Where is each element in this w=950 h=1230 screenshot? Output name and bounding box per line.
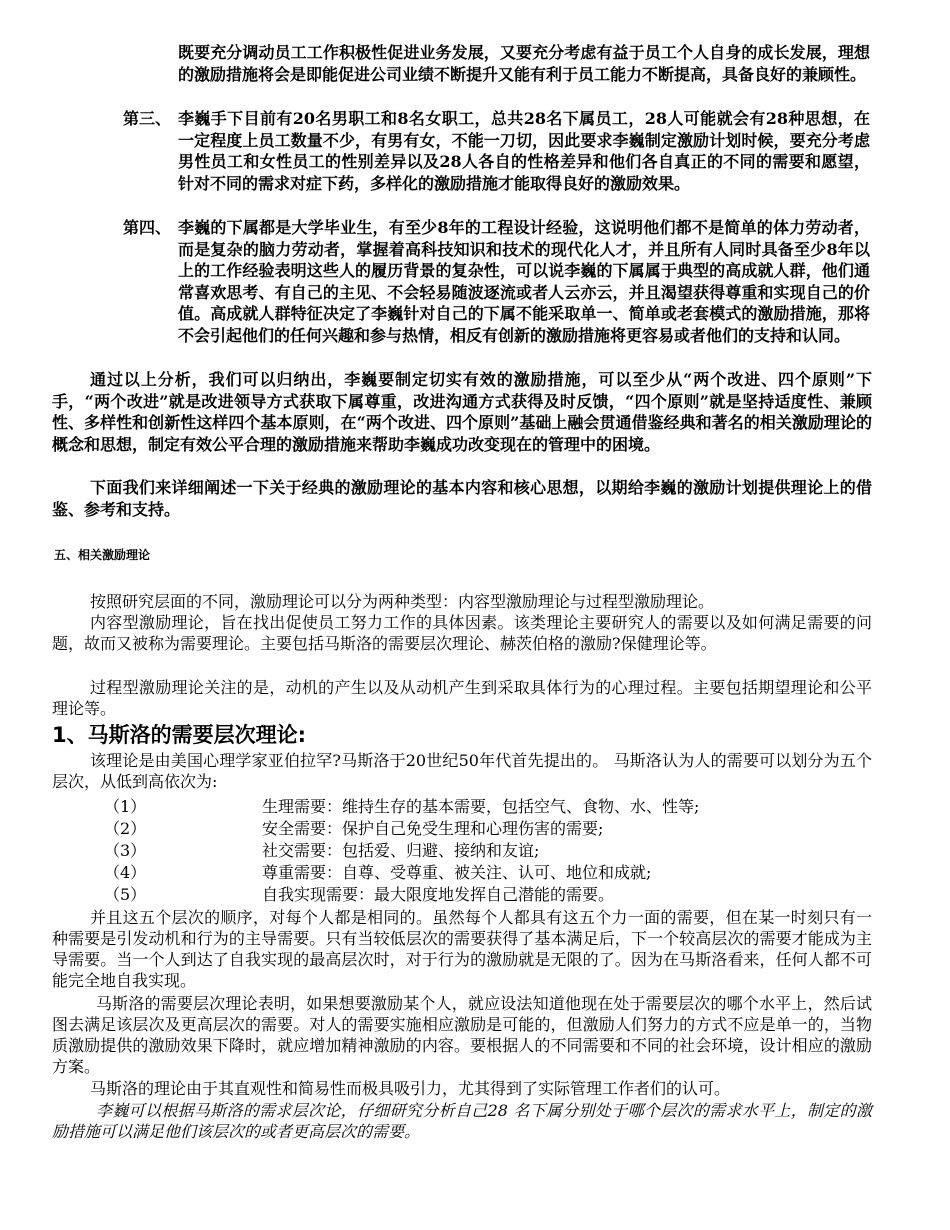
needs-level-text: 尊重需要：自尊、受尊重、被关注、认可、地位和成就; [262,863,652,882]
italic-paragraph: 李巍可以根据马斯洛的需求层次论，仔细研究分析自己28 名下属分别处于哪个层次的需求水平上，制定的激励措施可以满足他们该层次的或者更高层次的需要。 [52,1101,872,1141]
needs-level-text: 安全需要：保护自己免受生理和心理伤害的需要; [262,819,604,838]
needs-level-item [104,862,651,883]
list-item-label: 第三、 [123,109,172,128]
needs-level-number: （5） [104,885,147,904]
intro-paragraph: 下面我们来详细阐述一下关于经典的激励理论的基本内容和核心思想，以期给李巍的激励计划提供理论上的借鉴、参考和支持。 [52,478,872,519]
body-paragraph: 该理论是由美国心理学家亚伯拉罕?马斯洛于20世纪50年代首先提出的。 马斯洛认为人的需要可以划分为五个层次，从低到高依次为: [52,751,872,791]
needs-level-item [104,884,614,905]
needs-level-text: 自我实现需要：最大限度地发挥自己潜能的需要。 [262,885,615,904]
needs-level-text: 社交需要：包括爱、归避、接纳和友谊; [262,841,540,860]
body-paragraph: 按照研究层面的不同，激励理论可以分为两种类型：内容型激励理论与过程型激励理论。 [90,592,715,611]
body-paragraph: 马斯洛的需要层次理论表明，如果想要激励某个人，就应设法知道他现在处于需要层次的哪个水平上，然后试图去满足该层次及更高层次的需要。对人的需要实施相应激励是可能的，但激励人们努力的方式不应是单一的，当物质激励提供的激励效果下降时，就应增加精神激励的内容。要根据人的不同需要和不同的社会环境，设计相应的激励方案。 [52,994,872,1076]
analysis-paragraph: 通过以上分析，我们可以归纳出，李巍要制定切实有效的激励措施，可以至少从“两个改进、四个原则”下手，“两个改进”就是改进领导方式获取下属尊重，改进沟通方式获得及时反馈，“四个原则”就是坚持适度性、兼顾性、多样性和创新性这样四个基本原则，在“两个改进、四个原则”基础上融会贯通借鉴经典和著名的相关激励理论的概念和思想，制定有效公平合理的激励措施来帮助李巍成功改变现在的管理中的困境。 [52,370,872,454]
list-item-fourth [123,217,870,347]
needs-level-item [104,818,603,839]
needs-level-number: （3） [104,841,147,860]
list-item-text: 李巍的下属都是大学毕业生，有至少8年的工程设计经验，这说明他们都不是简单的体力劳动者，而是复杂的脑力劳动者，掌握着高科技知识和技术的现代化人才，并且所有人同时具备至少8年以上的工作经验表明这些人的履历背景的复杂性，可以说李巍的下属属于典型的高成就人群，他们通常喜欢思考、有自己的主见、不会轻易随波逐流或者人云亦云，并且渴望获得尊重和实现自己的价值。高成就人群特征决定了李巍针对自己的下属不能采取单一、简单或老套模式的激励措施，那将不会引起他们的任何兴趣和参与热情，相反有创新的激励措施将更容易或者他们的支持和认同。 [178,218,870,345]
list-item-label: 第四、 [123,218,172,237]
body-paragraph: 过程型激励理论关注的是，动机的产生以及从动机产生到采取具体行为的心理过程。主要包括期望理论和公平理论等。 [52,678,872,718]
needs-level-number: （2） [104,819,147,838]
needs-level-number: （1） [104,797,147,816]
maslow-heading: 1、马斯洛的需要层次理论: [52,723,307,747]
list-item-third [123,108,870,194]
body-paragraph: 并且这五个层次的顺序，对每个人都是相同的。虽然每个人都具有这五个力一面的需要，但在某一时刻只有一种需要是引发动机和行为的主导需要。只有当较低层次的需要获得了基本满足后，下一个较高层次的需要才能成为主导需要。当一个人到达了自我实现的最高层次时，对于行为的激励就是无限的了。因为在马斯洛看来，任何人都不可能完全地自我实现。 [52,908,872,990]
list-item-continuation: 既要充分调动员工工作积极性促进业务发展，又要充分考虑有益于员工个人自身的成长发展，理想的激励措施将会是即能促进公司业绩不断提升又能有利于员工能力不断提高，具备良好的兼顾性。 [178,43,870,84]
body-paragraph: 马斯洛的理论由于其直观性和简易性而极具吸引力，尤其得到了实际管理工作者们的认可。 [90,1079,731,1098]
section-heading: 五、相关激励理论 [54,548,151,562]
list-item-text: 李巍手下目前有20名男职工和8名女职工，总共28名下属员工，28人可能就会有28种思想，在一定程度上员工数量不少，有男有女，不能一刀切，因此要求李巍制定激励计划时候，要充分考虑男性员工和女性员工的性别差异以及28人各自的性格差异和他们各自真正的不同的需要和愿望，针对不同的需求对症下药，多样化的激励措施才能取得良好的激励效果。 [178,109,870,193]
needs-level-item [104,796,699,817]
body-paragraph: 内容型激励理论，旨在找出促使员工努力工作的具体因素。该类理论主要研究人的需要以及如何满足需要的问题，故而又被称为需要理论。主要包括马斯洛的需要层次理论、赫茨伯格的激励?保健理论等。 [52,613,872,653]
needs-level-item [104,840,539,861]
needs-level-number: （4） [104,863,147,882]
needs-level-text: 生理需要：维持生存的基本需要，包括空气、食物、水、性等; [262,797,700,816]
